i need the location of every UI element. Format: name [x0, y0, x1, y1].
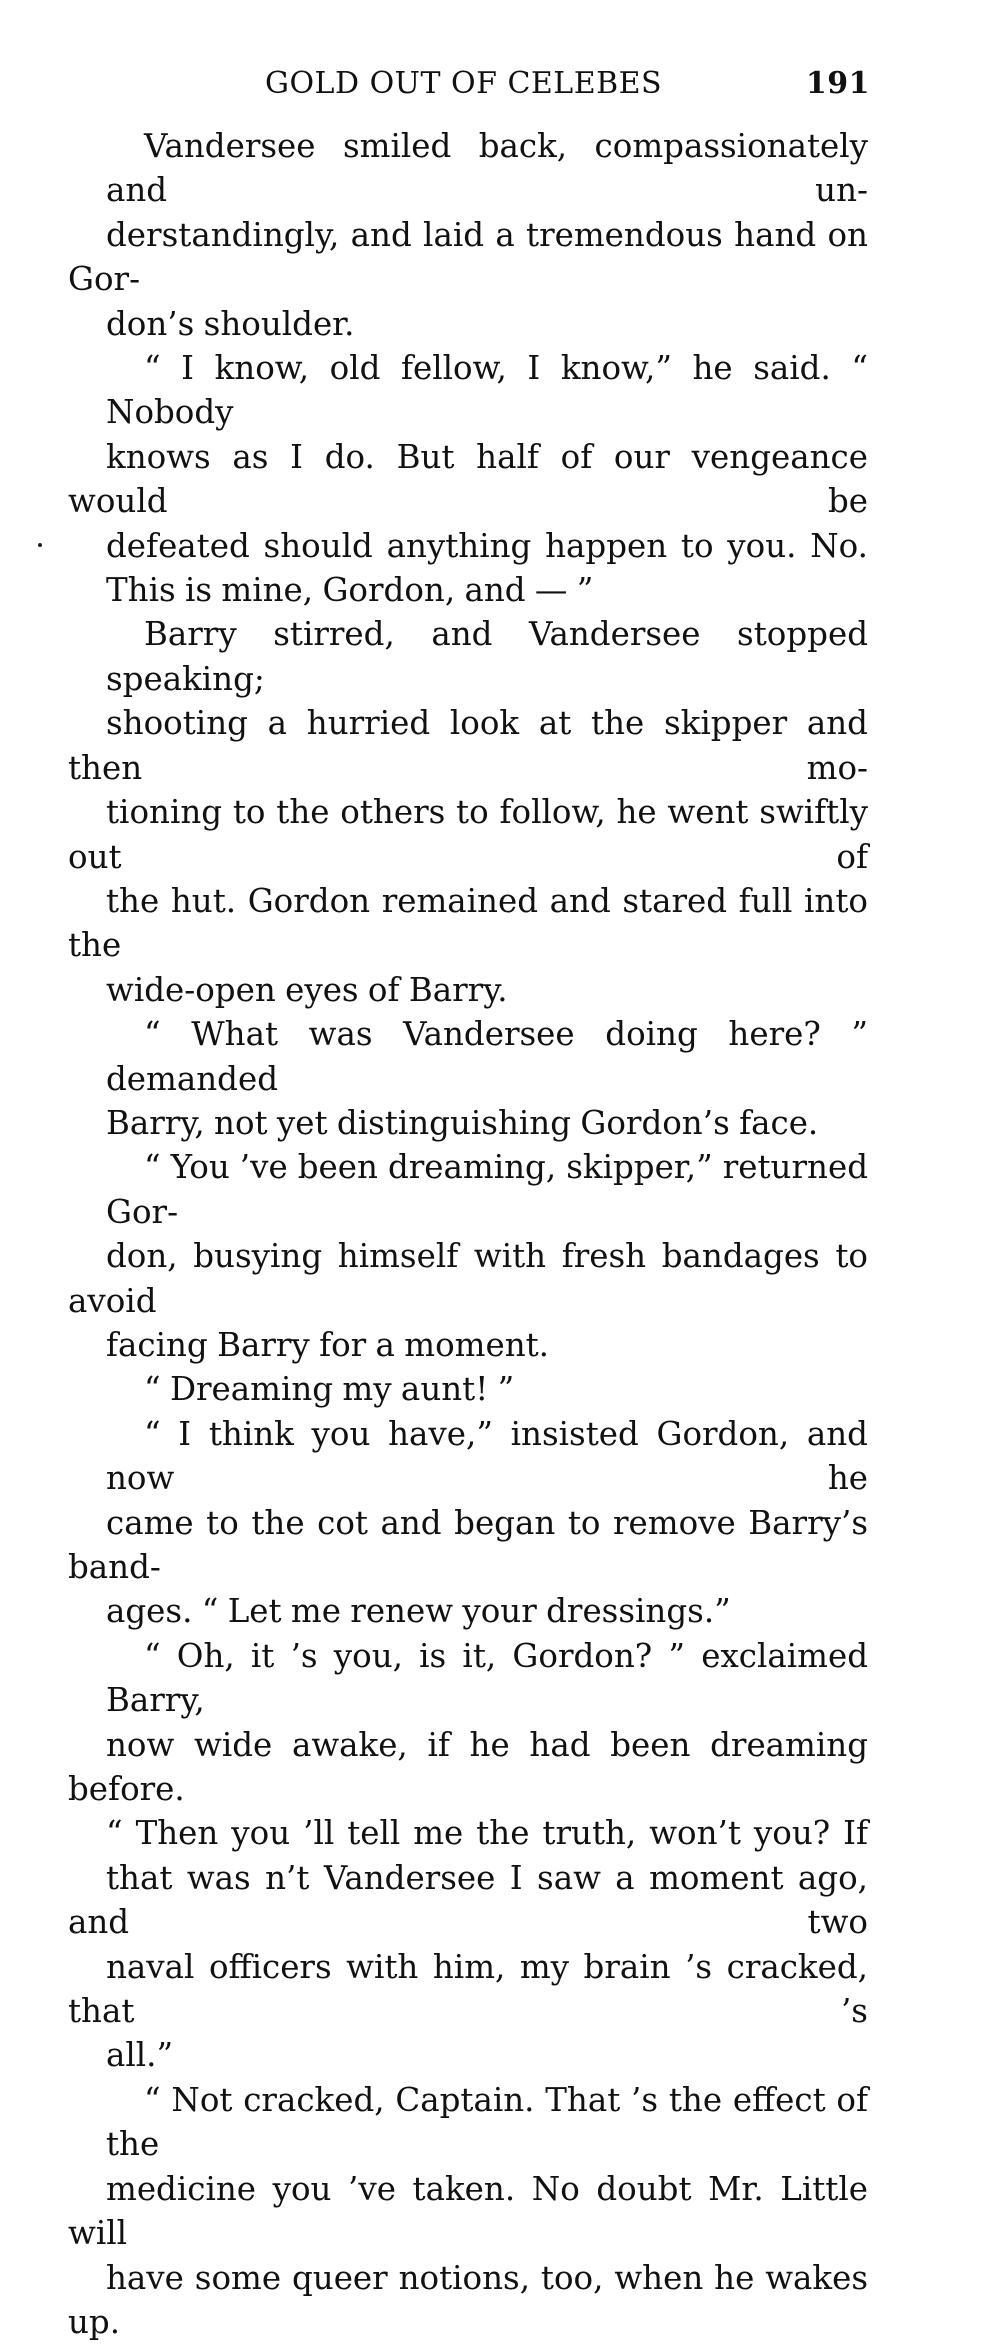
- text-line: “ What was Vandersee doing here? ” demanded: [68, 1012, 868, 1101]
- body-text: [68, 124, 868, 2344]
- text-line: “ Dreaming my aunt! ”: [68, 1367, 868, 1411]
- text-line: medicine you ’ve taken. No doubt Mr. Little will: [68, 2167, 868, 2256]
- text-line: now wide awake, if he had been dreaming before.: [68, 1723, 868, 1812]
- text-line: ages. “ Let me renew your dressings.”: [68, 1589, 868, 1633]
- text-line: Barry stirred, and Vandersee stopped speaking;: [68, 612, 868, 701]
- paragraph: [68, 1367, 868, 1411]
- text-line: that was n’t Vandersee I saw a moment ago, and two: [68, 1856, 868, 1945]
- text-line: have some queer notions, too, when he wakes up.: [68, 2256, 868, 2344]
- paragraph: [68, 1145, 868, 1367]
- paragraph: [68, 1634, 868, 2078]
- text-line: all.”: [68, 2033, 868, 2077]
- text-line: facing Barry for a moment.: [68, 1323, 868, 1367]
- text-line: “ I think you have,” insisted Gordon, and now he: [68, 1412, 868, 1501]
- text-line: defeated should anything happen to you. No.: [68, 524, 868, 568]
- paragraph: [68, 124, 868, 346]
- text-line: wide-open eyes of Barry.: [68, 968, 868, 1012]
- paragraph: [68, 1412, 868, 1634]
- paragraph: [68, 612, 868, 1012]
- text-line: Barry, not yet distinguishing Gordon’s face.: [68, 1101, 868, 1145]
- text-line: knows as I do. But half of our vengeance would be: [68, 435, 868, 524]
- paragraph: [68, 2078, 868, 2344]
- paragraph: [68, 346, 868, 612]
- running-title: GOLD OUT OF CELEBES: [265, 62, 662, 106]
- running-header: [265, 62, 870, 106]
- text-line: shooting a hurried look at the skipper and then mo-: [68, 701, 868, 790]
- margin-mark: [38, 543, 42, 547]
- paragraph: [68, 1012, 868, 1145]
- text-line: “ Not cracked, Captain. That ’s the effect of the: [68, 2078, 868, 2167]
- text-line: “ I know, old fellow, I know,” he said. “ Nobody: [68, 346, 868, 435]
- text-line: “ Oh, it ’s you, is it, Gordon? ” exclaimed Barry,: [68, 1634, 868, 1723]
- text-line: don, busying himself with fresh bandages to avoid: [68, 1234, 868, 1323]
- text-line: derstandingly, and laid a tremendous hand on Gor-: [68, 213, 868, 302]
- text-line: “ Then you ’ll tell me the truth, won’t you? If: [68, 1811, 868, 1855]
- page-number: 191: [806, 62, 870, 106]
- text-line: came to the cot and began to remove Barry’s band-: [68, 1501, 868, 1590]
- text-line: Vandersee smiled back, compassionately and un-: [68, 124, 868, 213]
- text-line: naval officers with him, my brain ’s cracked, that ’s: [68, 1945, 868, 2034]
- text-line: don’s shoulder.: [68, 302, 868, 346]
- text-line: the hut. Gordon remained and stared full into the: [68, 879, 868, 968]
- text-line: “ You ’ve been dreaming, skipper,” returned Gor-: [68, 1145, 868, 1234]
- text-line: This is mine, Gordon, and — ”: [68, 568, 868, 612]
- text-line: tioning to the others to follow, he went swiftly out of: [68, 790, 868, 879]
